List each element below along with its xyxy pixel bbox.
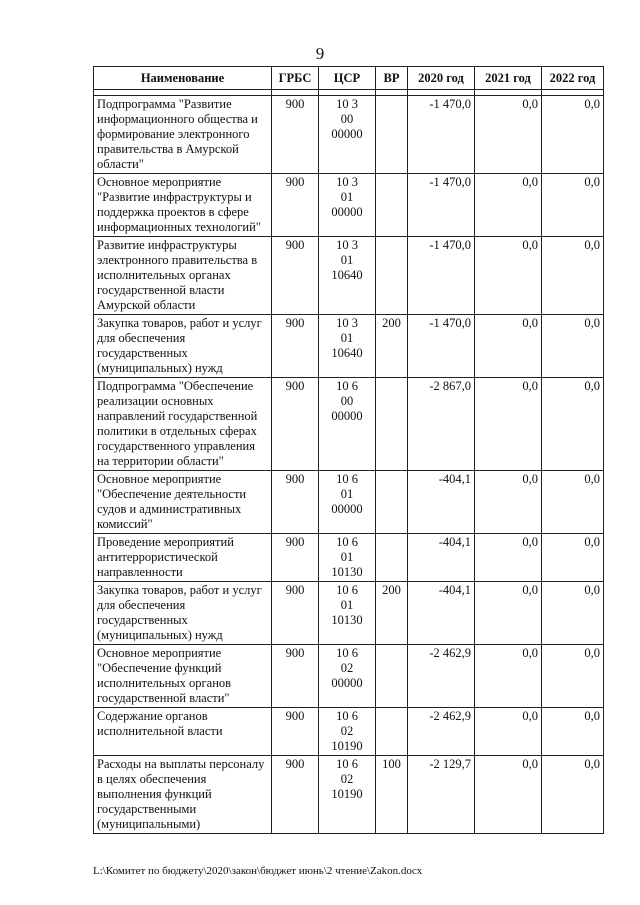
row-csr-part3: 00000 [331,409,363,423]
row-2022: 0,0 [542,708,604,756]
row-name: Основное мероприятие "Обеспечение функций исполнительных органов государственной власти" [94,645,272,708]
row-vr: 200 [376,582,408,645]
row-2020: -1 470,0 [408,237,475,315]
row-2020: -1 470,0 [408,315,475,378]
row-csr-part2: 01 [340,550,354,564]
row-grbs: 900 [272,96,319,174]
row-csr-part1: 10 3 [336,97,358,111]
row-csr-part3: 10130 [331,613,363,627]
row-csr [319,471,376,534]
row-2020: -404,1 [408,582,475,645]
row-csr-part2: 02 [340,724,354,738]
row-grbs: 900 [272,315,319,378]
row-2021: 0,0 [475,96,542,174]
row-2022: 0,0 [542,582,604,645]
row-grbs: 900 [272,756,319,834]
row-csr-part2: 01 [340,253,354,267]
table-row [94,174,604,237]
row-csr-part1: 10 6 [336,535,358,549]
row-grbs: 900 [272,237,319,315]
row-csr-part1: 10 6 [336,709,358,723]
table-row [94,582,604,645]
row-csr [319,645,376,708]
header-vr: ВР [376,67,408,90]
row-csr-part3: 10640 [331,268,363,282]
budget-table [93,66,604,834]
row-csr-part2: 01 [340,331,354,345]
row-csr-part2: 00 [340,394,354,408]
row-csr-part3: 00000 [331,127,363,141]
row-2022: 0,0 [542,237,604,315]
page-number: 9 [315,44,325,63]
row-name: Развитие инфраструктуры электронного правительства в исполнительных органах государственной власти Амурской области [94,237,272,315]
table-row [94,645,604,708]
row-csr-part3: 10190 [331,739,363,753]
header-2020: 2020 год [408,67,475,90]
row-name: Подпрограмма "Обеспечение реализации основных направлений государственной политики в отдельных сферах государственного управления на территории области" [94,378,272,471]
row-2021: 0,0 [475,237,542,315]
row-csr-part3: 10640 [331,346,363,360]
header-2022: 2022 год [542,67,604,90]
row-name: Закупка товаров, работ и услуг для обеспечения государственных (муниципальных) нужд [94,315,272,378]
row-csr [319,237,376,315]
file-path-footer: L:\Комитет по бюджету\2020\закон\бюджет июнь\2 чтение\Zakon.docx [93,865,423,877]
row-vr [376,708,408,756]
row-name: Расходы на выплаты персоналу в целях обеспечения выполнения функций государственными (муниципальными) [94,756,272,834]
row-2021: 0,0 [475,471,542,534]
row-2022: 0,0 [542,645,604,708]
row-csr-part1: 10 3 [336,316,358,330]
table-body [94,96,604,834]
row-2020: -1 470,0 [408,96,475,174]
table-row [94,708,604,756]
row-2021: 0,0 [475,378,542,471]
row-csr [319,756,376,834]
row-csr-part1: 10 6 [336,583,358,597]
row-csr-part3: 00000 [331,502,363,516]
row-vr [376,96,408,174]
row-2020: -404,1 [408,471,475,534]
row-vr [376,645,408,708]
row-2022: 0,0 [542,174,604,237]
row-2021: 0,0 [475,645,542,708]
row-2022: 0,0 [542,315,604,378]
row-vr [376,237,408,315]
table-row [94,315,604,378]
row-csr [319,96,376,174]
row-csr [319,534,376,582]
row-csr-part3: 00000 [331,676,363,690]
header-name: Наименование [94,67,272,90]
table-row [94,378,604,471]
row-name: Основное мероприятие "Обеспечение деятельности судов и административных комиссий" [94,471,272,534]
row-grbs: 900 [272,378,319,471]
row-grbs: 900 [272,174,319,237]
row-csr-part1: 10 3 [336,238,358,252]
row-2022: 0,0 [542,96,604,174]
row-grbs: 900 [272,582,319,645]
row-name: Содержание органов исполнительной власти [94,708,272,756]
row-2021: 0,0 [475,315,542,378]
row-csr-part1: 10 6 [336,757,358,771]
row-csr-part1: 10 6 [336,472,358,486]
row-2022: 0,0 [542,378,604,471]
table-row [94,471,604,534]
row-2020: -404,1 [408,534,475,582]
row-csr [319,378,376,471]
row-grbs: 900 [272,471,319,534]
row-csr-part2: 02 [340,661,354,675]
row-2020: -1 470,0 [408,174,475,237]
row-grbs: 900 [272,645,319,708]
row-name: Основное мероприятие "Развитие инфраструктуры и поддержка проектов в сфере информационных технологий" [94,174,272,237]
row-csr-part3: 10130 [331,565,363,579]
header-2021: 2021 год [475,67,542,90]
table-row [94,96,604,174]
row-2021: 0,0 [475,708,542,756]
row-csr-part1: 10 3 [336,175,358,189]
table-header-row [94,67,604,90]
row-csr-part3: 10190 [331,787,363,801]
row-csr [319,582,376,645]
row-name: Закупка товаров, работ и услуг для обеспечения государственных (муниципальных) нужд [94,582,272,645]
row-2020: -2 867,0 [408,378,475,471]
row-vr [376,174,408,237]
row-vr: 200 [376,315,408,378]
row-csr-part1: 10 6 [336,646,358,660]
row-2021: 0,0 [475,582,542,645]
row-csr-part2: 00 [340,112,354,126]
row-grbs: 900 [272,534,319,582]
row-2020: -2 129,7 [408,756,475,834]
row-vr [376,534,408,582]
row-name: Проведение мероприятий антитеррористической направленности [94,534,272,582]
row-csr [319,174,376,237]
row-csr-part2: 02 [340,772,354,786]
table-row [94,237,604,315]
row-csr [319,315,376,378]
row-csr-part1: 10 6 [336,379,358,393]
table-row [94,534,604,582]
row-2021: 0,0 [475,756,542,834]
row-2021: 0,0 [475,174,542,237]
row-2021: 0,0 [475,534,542,582]
row-2020: -2 462,9 [408,645,475,708]
header-grbs: ГРБС [272,67,319,90]
row-csr-part2: 01 [340,598,354,612]
row-2020: -2 462,9 [408,708,475,756]
row-csr-part2: 01 [340,487,354,501]
header-csr: ЦСР [319,67,376,90]
row-2022: 0,0 [542,471,604,534]
row-csr-part3: 00000 [331,205,363,219]
row-grbs: 900 [272,708,319,756]
row-2022: 0,0 [542,756,604,834]
row-vr: 100 [376,756,408,834]
row-csr-part2: 01 [340,190,354,204]
row-csr [319,708,376,756]
row-vr [376,471,408,534]
row-vr [376,378,408,471]
table-row [94,756,604,834]
row-2022: 0,0 [542,534,604,582]
row-name: Подпрограмма "Развитие информационного общества и формирование электронного правительства в Амурской области" [94,96,272,174]
